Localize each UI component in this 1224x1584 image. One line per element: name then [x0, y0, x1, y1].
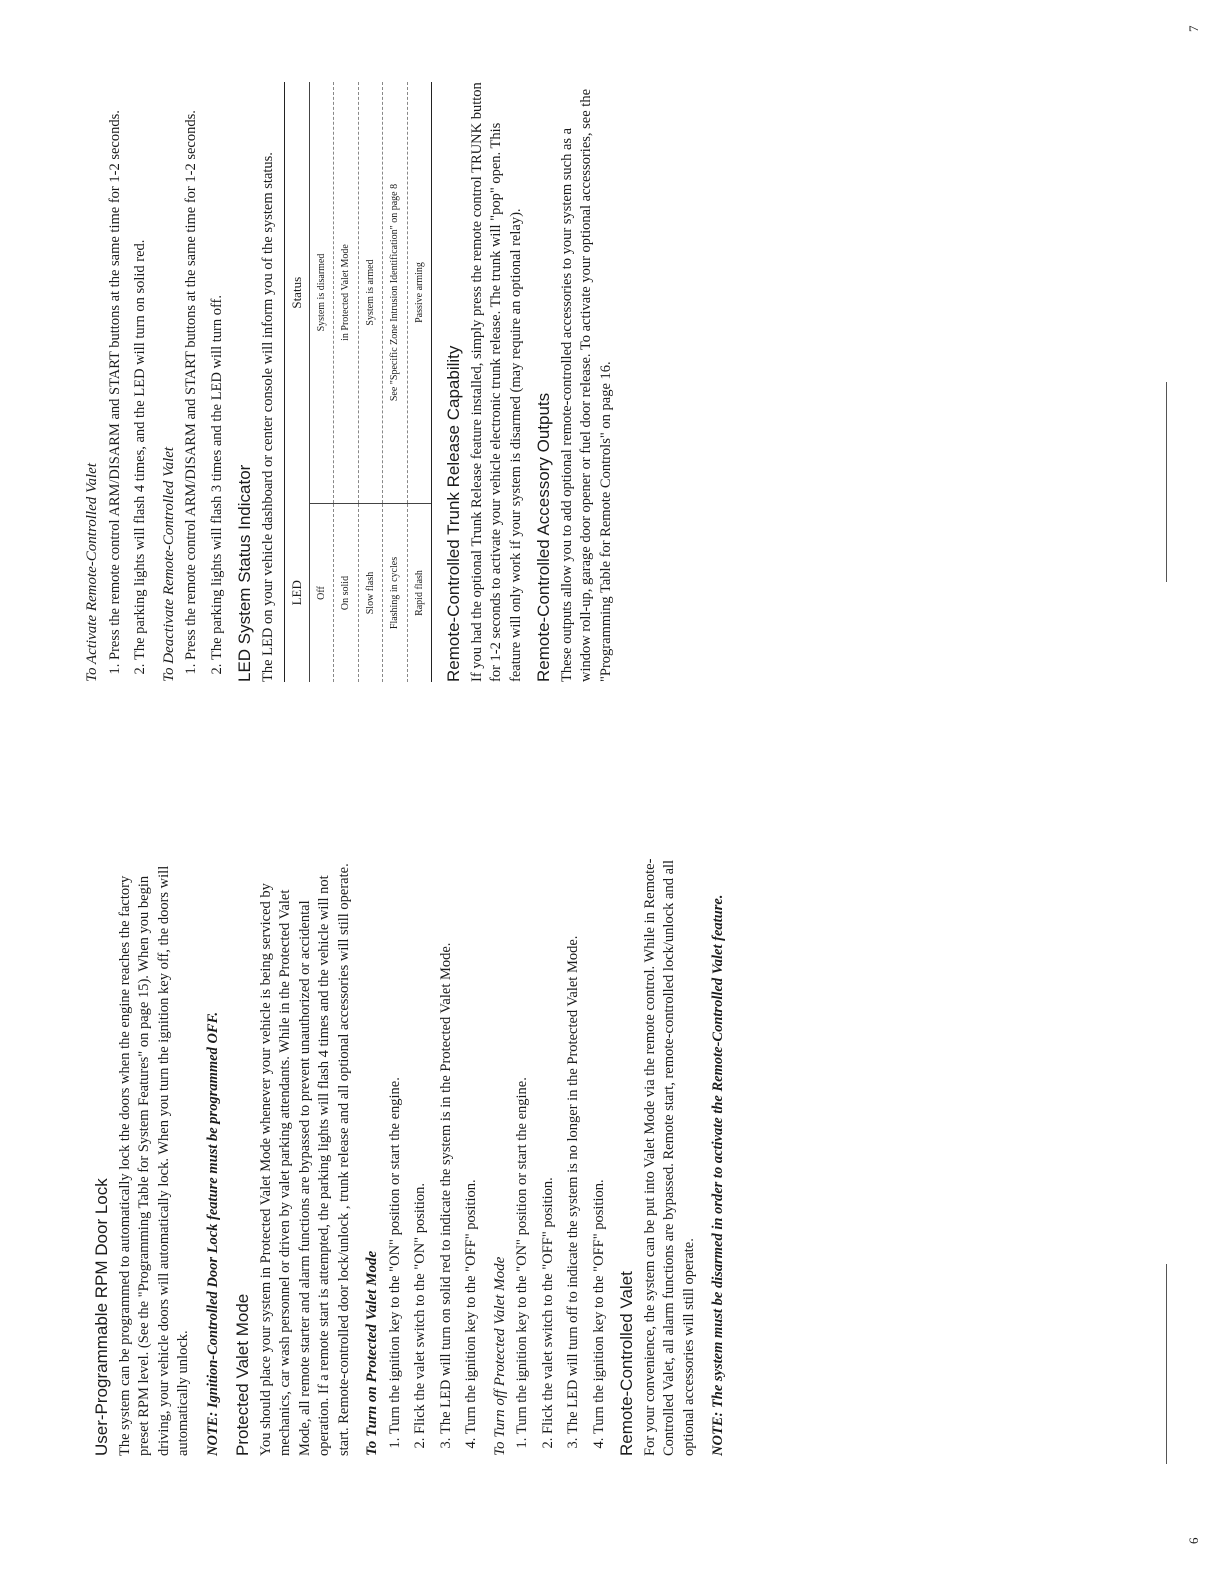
list-item: 1. Turn the ignition key to the "ON" position or start the engine. [513, 856, 533, 1434]
led-cell: Off [309, 504, 334, 683]
footer-rule [1166, 382, 1167, 582]
table-row [334, 82, 359, 682]
page-6-column [84, 856, 739, 1456]
table-header-row [285, 82, 310, 682]
list-item: 4. Turn the ignition key to the "OFF" position. [462, 856, 482, 1434]
trunk-release-heading: Remote-Controlled Trunk Release Capability [444, 345, 463, 682]
led-cell: Rapid flash [407, 504, 432, 683]
list-item: 2. Flick the valet switch to the "ON" position. [411, 856, 431, 1434]
trunk-release-body: If you had the optional Trunk Release feature installed, simply press the remote control TRUNK button for 1-2 seconds to activate your vehicle electronic trunk release. The trunk will "pop" open. This feature will only work if your system is disarmed (may require an optional relay). [468, 82, 524, 682]
activate-valet-heading: To Activate Remote-Controlled Valet [84, 463, 100, 682]
turn-off-valet-steps [513, 856, 609, 1456]
status-cell: System is armed [358, 82, 383, 504]
protected-valet-heading: Protected Valet Mode [233, 1293, 252, 1456]
status-column-header: Status [285, 82, 310, 504]
list-item: 4. Turn the ignition key to the "OFF" position. [590, 856, 610, 1434]
list-item: 1. Press the remote control ARM/DISARM and START buttons at the same time for 1-2 seconds. [106, 82, 126, 660]
led-status-body: The LED on your vehicle dashboard or center console will inform you of the system status. [259, 152, 276, 682]
remote-valet-heading: Remote-Controlled Valet [617, 1271, 636, 1456]
list-item: 3. The LED will turn on solid red to indicate the system is in the Protected Valet Mode. [437, 856, 457, 1434]
status-cell: in Protected Valet Mode [334, 82, 359, 504]
list-item: 1. Press the remote control ARM/DISARM and START buttons at the same time for 1-2 seconds. [182, 82, 202, 660]
status-cell: Passive arming [407, 82, 432, 504]
page-number: 6 [1186, 1537, 1201, 1544]
accessory-outputs-heading: Remote-Controlled Accessory Outputs [534, 392, 553, 682]
rpm-door-lock-note: NOTE: Ignition-Controlled Door Lock feature must be programmed OFF. [204, 1011, 221, 1456]
rpm-door-lock-heading: User-Programmable RPM Door Lock [92, 1178, 111, 1456]
remote-valet-body: For your convenience, the system can be put into Valet Mode via the remote control. While in Remote-Controlled Valet, all alarm functions are bypassed. Remote start, remote-controlled lock/unlock and all optional accessories will still operate. [641, 858, 697, 1456]
led-cell: On solid [334, 504, 359, 683]
status-cell: See "Specific Zone Intrusion Identification" on page 8 [383, 82, 408, 504]
turn-on-valet-heading: To Turn on Protected Valet Mode [364, 1250, 380, 1456]
activate-valet-steps [106, 82, 151, 682]
remote-valet-note: NOTE: The system must be disarmed in order to activate the Remote-Controlled Valet feature. [710, 894, 726, 1456]
page-6 [0, 792, 1224, 1584]
page-7-column [74, 82, 622, 682]
table-row [407, 82, 432, 682]
led-column-header: LED [285, 504, 310, 683]
table-row [383, 82, 408, 682]
list-item: 2. The parking lights will flash 3 times and the LED will turn off. [208, 82, 228, 660]
accessory-outputs-body: These outputs allow you to add optional remote-controlled accessories to your system such as a window roll-up, garage door opener or fuel door release. To activate your optional accessories, see the "Programming Table for Remote Controls" on page 16. [558, 89, 614, 682]
table-row [358, 82, 383, 682]
led-cell: Flashing in cycles [383, 504, 408, 683]
list-item: 2. Flick the valet switch to the "OFF" position. [539, 856, 559, 1434]
table-row [309, 82, 334, 682]
deactivate-valet-heading: To Deactivate Remote-Controlled Valet [160, 446, 177, 682]
status-cell: System is disarmed [309, 82, 334, 504]
led-status-heading: LED System Status Indicator [235, 464, 254, 682]
page-number: 7 [1186, 25, 1201, 32]
list-item: 1. Turn the ignition key to the "ON" position or start the engine. [386, 856, 406, 1434]
rpm-door-lock-body: The system can be programmed to automatically lock the doors when the engine reaches the factory preset RPM level. (See the "Programming Table for System Features" on page 15). When you begin driving, your vehicle doors will automatically lock. When you turn the ignition key off, the doors will automatically unlock. [116, 865, 191, 1456]
protected-valet-body: You should place your system in Protected Valet Mode whenever your vehicle is being serviced by mechanics, car wash personnel or driven by valet parking attendants. While in the Protected Valet Mode, all remote starter and alarm functions are bypassed to prevent unauthorized or accidental operation. If a remote start is attempted, the parking lights will flash 4 times and the vehicle will not start. Remote-controlled door lock/unlock , trunk release and all optional accessories will still operate. [257, 863, 352, 1456]
led-cell: Slow flash [358, 504, 383, 683]
turn-on-valet-steps [386, 856, 482, 1456]
turn-off-valet-heading: To Turn off Protected Valet Mode [491, 1256, 508, 1456]
list-item: 3. The LED will turn off to indicate the system is no longer in the Protected Valet Mode. [564, 856, 584, 1434]
list-item: 2. The parking lights will flash 4 times, and the LED will turn on solid red. [131, 82, 151, 660]
led-status-table [284, 82, 432, 682]
deactivate-valet-steps [182, 82, 227, 682]
footer-rule [1166, 1264, 1167, 1464]
